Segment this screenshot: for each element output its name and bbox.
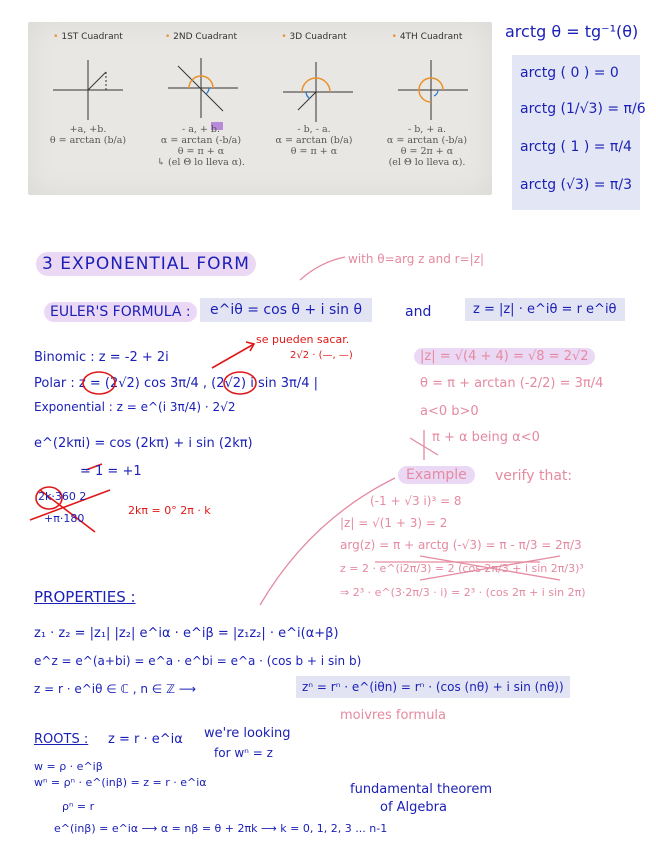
polar-form: Polar : z = (2√2) cos 3π/4 , (2√2) i sin 3π/4 | [34, 376, 318, 391]
example-line: ⇒ 2³ · e^(3·2π/3 · i) = 2³ · (cos 2π + i sin 2π) [340, 586, 586, 599]
euler-k-line: 2kπ = 0° 2π · k [128, 504, 211, 517]
euler-formula: e^iθ = cos θ + i sin θ [200, 298, 372, 322]
and-label: and [405, 304, 432, 320]
moivre-label: moivres formula [340, 708, 447, 723]
quadrant-formula: θ = π + α [177, 146, 225, 157]
roots-looking: for wⁿ = z [214, 746, 273, 760]
section-title-roots: ROOTS : [34, 732, 89, 747]
example-line: arg(z) = π + arctg (-√3) = π - π/3 = 2π/3 [340, 538, 582, 552]
roots-line: w = ρ · e^iβ [34, 760, 103, 773]
exp-aside: with θ=arg z and r=|z| [348, 252, 485, 266]
euler-k-line: 2k·360 2 [38, 490, 87, 503]
fundamental-theorem: of Algebra [380, 800, 447, 815]
roots-z: z = r · e^iα [108, 732, 183, 747]
modulus-line: |z| = √(4 + 4) = √8 = 2√2 [414, 348, 595, 365]
arctg-header: arctg θ = tg⁻¹(θ) [505, 22, 639, 41]
quadrant-3: • 3D Cuadrant [281, 32, 347, 42]
modulus-line: θ = π + arctan (-2/2) = 3π/4 [420, 376, 604, 391]
arctg-row: arctg (1/√3) = π/6 [520, 101, 646, 117]
quadrant-1: • 1ST Cuadrant [53, 32, 123, 42]
quadrant-title: 2ND Cuadrant [173, 32, 238, 42]
roots-line: ρⁿ = r [62, 800, 95, 813]
modulus-line: a<0 b>0 [420, 404, 479, 419]
quadrant-2: • 2ND Cuadrant [164, 32, 238, 42]
euler-k-line: +π·180 [44, 512, 85, 525]
property-line: z = r · e^iθ ∈ ℂ , n ∈ ℤ ⟶ [34, 682, 197, 696]
arctg-row: arctg (√3) = π/3 [520, 177, 632, 193]
binomic-form: Binomic : z = -2 + 2i [34, 350, 169, 365]
roots-looking: we're looking [204, 726, 291, 741]
example-label: Example [398, 466, 475, 484]
moivre-formula-box: zⁿ = rⁿ · e^(iθn) = rⁿ · (cos (nθ) + i sin (nθ)) [296, 676, 570, 698]
euler-k-line: = 1 = +1 [80, 464, 142, 479]
arctg-row: arctg ( 0 ) = 0 [520, 65, 619, 81]
quadrant-signs: - b, - a. [297, 124, 331, 135]
roots-line: wⁿ = ρⁿ · e^(inβ) = z = r · e^iα [34, 776, 207, 789]
example-verify: verify that: [495, 468, 573, 484]
exponential-form: Exponential : z = e^(i 3π/4) · 2√2 [34, 400, 236, 414]
example-line: (-1 + √3 i)³ = 8 [370, 494, 462, 508]
section-title-exponential: 3 EXPONENTIAL FORM [36, 252, 256, 276]
quadrant-title: 1ST Cuadrant [61, 32, 123, 42]
quadrant-formula: (el Θ lo lleva α). [388, 157, 466, 168]
example-line: |z| = √(1 + 3) = 2 [340, 516, 448, 530]
quadrant-title: 4TH Cuadrant [399, 32, 463, 42]
quadrant-title: 3D Cuadrant [289, 32, 347, 42]
quadrant-signs: - a, + b. [181, 124, 220, 135]
euler-k-line: e^(2kπi) = cos (2kπ) + i sin (2kπ) [34, 436, 253, 451]
quadrant-signs: - b, + a. [407, 124, 446, 135]
euler-label: EULER'S FORMULA : [44, 302, 197, 322]
quadrant-formula: α = arctan (-b/a) [160, 135, 242, 146]
modulus-line: π + α being α<0 [432, 430, 540, 445]
red-note: se pueden sacar. [256, 333, 350, 346]
quadrant-formula: θ = 2π + α [400, 146, 454, 157]
quadrant-formula: θ = π + α [290, 146, 338, 157]
fundamental-theorem: fundamental theorem [350, 782, 492, 797]
quadrant-signs: +a, +b. [69, 124, 107, 135]
quadrant-4: • 4TH Cuadrant [391, 32, 463, 42]
quadrant-formula: α = arctan (-b/a) [386, 135, 468, 146]
roots-line: e^(inβ) = e^iα ⟶ α = nβ = θ + 2πk ⟶ k = 0, 1, 2, 3 ... n-1 [54, 822, 388, 835]
section-title-properties: PROPERTIES : [34, 588, 136, 606]
red-note-2: 2√2 · (—, —) [290, 350, 353, 361]
quadrant-formula: α = arctan (b/a) [275, 135, 353, 146]
example-line: z = 2 · e^(i2π/3) = 2 (cos 2π/3 + i sin 2π/3)³ [340, 562, 584, 575]
arctg-row: arctg ( 1 ) = π/4 [520, 139, 632, 155]
property-line: z₁ · z₂ = |z₁| |z₂| e^iα · e^iβ = |z₁z₂| · e^i(α+β) [34, 626, 339, 641]
quadrant-formula: ↳ (el Θ lo lleva α). [157, 157, 245, 168]
quadrant-formula: θ = arctan (b/a) [49, 135, 127, 146]
property-line: e^z = e^(a+bi) = e^a · e^bi = e^a · (cos b + i sin b) [34, 654, 362, 668]
z-formula: z = |z| · e^iθ = r e^iθ [465, 298, 625, 321]
